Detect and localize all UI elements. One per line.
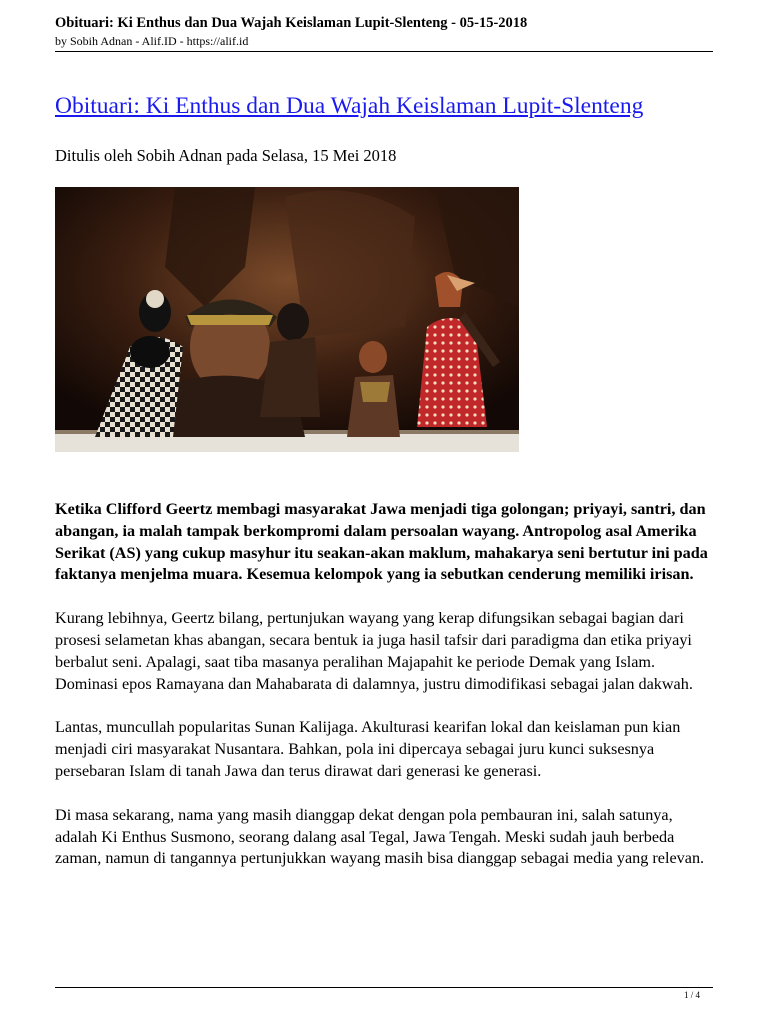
paragraph: Kurang lebihnya, Geertz bilang, pertunjukan wayang yang kerap difungsikan sebagai bagian dari prosesi selametan khas abangan, secara bentuk ia juga hasil tafsir dari paradigma dan etika priyayi berbalut seni. Apalagi, saat tiba masanya peralihan Majapahit ke periode Demak yang Islam. Dominasi epos Ramayana dan Mahabarata di dalamnya, justru dimodifikasi sebagai jalan dakwah. [55,609,693,693]
paragraph: Di masa sekarang, nama yang masih dianggap dekat dengan pola pembauran ini, salah satunya, adalah Ki Enthus Susmono, seorang dalang asal Tegal, Jawa Tengah. Meski sudah jauh berbeda zaman, namun di tangannya pertunjukkan wayang masih bisa dianggap sebagai media yang relevan. [55,805,705,868]
article-body [55,499,715,892]
article-title-link[interactable]: Obituari: Ki Enthus dan Dua Wajah Keislaman Lupit-Slenteng [55,93,644,119]
header-title: Obituari: Ki Enthus dan Dua Wajah Keislaman Lupit-Slenteng - 05-15-2018 [55,15,528,31]
header-divider [55,51,713,52]
article-meta: Ditulis oleh Sobih Adnan pada Selasa, 15 Mei 2018 [55,146,397,165]
lead-paragraph: Ketika Clifford Geertz membagi masyarakat Jawa menjadi tiga golongan; priyayi, santri, dan abangan, ia malah tampak berkompromi dalam persoalan wayang. Antropolog asal Amerika Serikat (AS) yang cukup masyhur itu seakan-akan maklum, mahakarya seni bertutur ini pada faktanya menjelma muara. Kesemua kelompok yang ia sebutkan cenderung memiliki irisan. [55,500,708,584]
header-byline: by Sobih Adnan - Alif.ID - https://alif.id [55,34,249,48]
article-photo [55,187,519,452]
paragraph: Lantas, muncullah popularitas Sunan Kalijaga. Akulturasi kearifan lokal dan keislaman pun kian menjadi ciri masyarakat Nusantara. Bahkan, pola ini dipercaya sebagai juru kunci suksesnya persebaran Islam di tanah Jawa dan terus dirawat dari generasi ke generasi. [55,718,681,780]
footer-divider [55,987,713,988]
page-number: 1 / 4 [683,990,700,1000]
